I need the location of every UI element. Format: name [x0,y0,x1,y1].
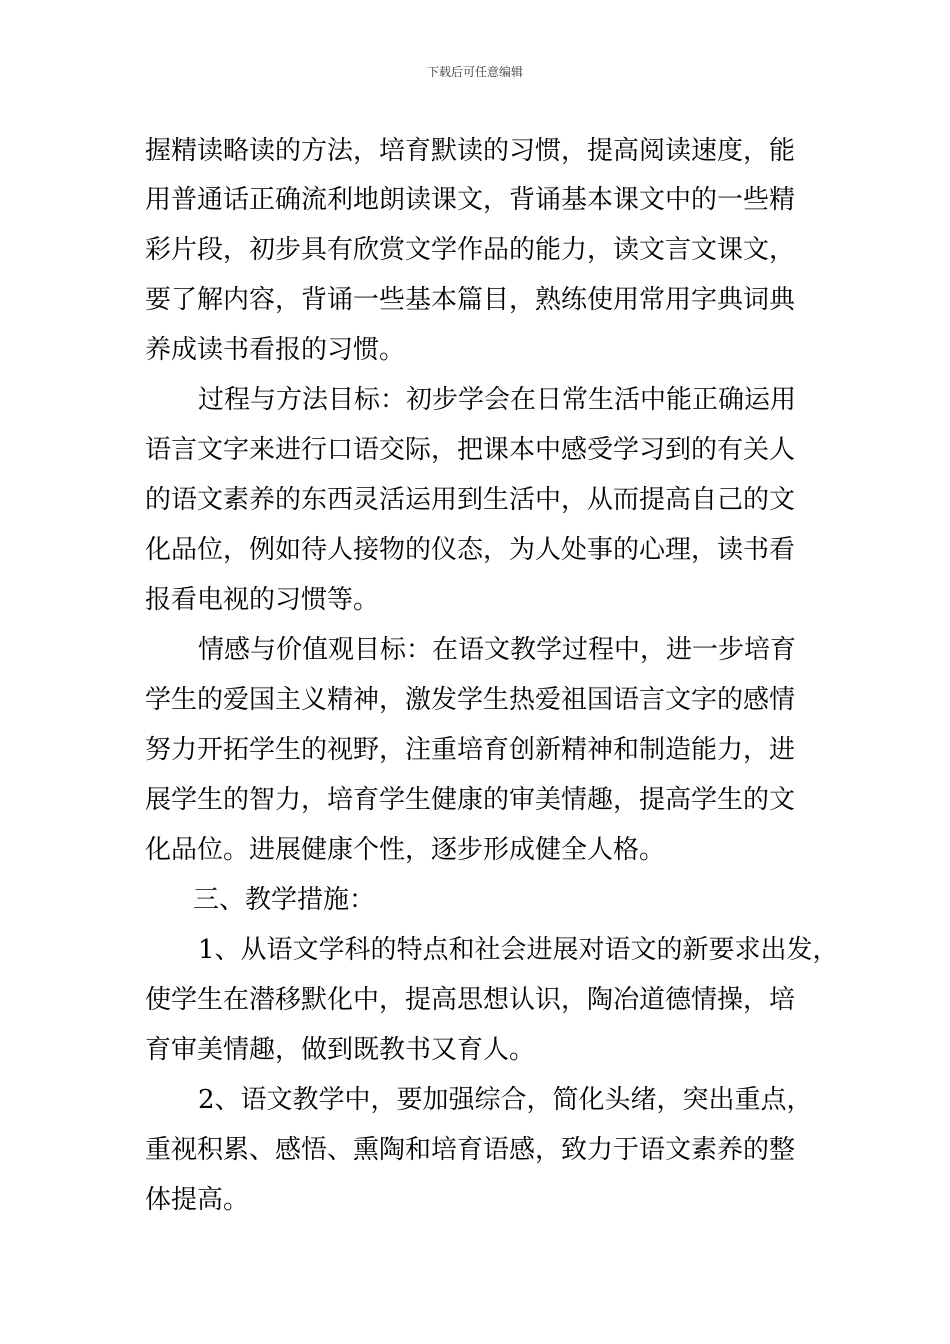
text-line: 养成读书看报的习惯。 [145,335,406,365]
paragraph-first-line: 情感与价值观目标：在语文教学过程中，进一步培育 [198,635,797,665]
text-line: 报看电视的习惯等。 [145,585,380,615]
paragraph-first-line: 过程与方法目标：初步学会在日常生活中能正确运用 [198,385,797,415]
text-line: 用普通话正确流利地朗读课文，背诵基本课文中的一些精 [145,185,796,215]
text-line: 化品位。进展健康个性，逐步形成健全人格。 [145,835,666,865]
text-line: 学生的爱国主义精神，激发学生热爱祖国语言文字的感情 [145,685,796,715]
section-heading: 三、教学措施： [193,885,376,915]
text-line: 握精读略读的方法，培育默读的习惯，提高阅读速度，能 [145,136,796,166]
text-line: 要了解内容，背诵一些基本篇目，熟练使用常用字典词典 [145,285,796,315]
text-line: 重视积累、感悟、熏陶和培育语感，致力于语文素养的整 [145,1135,796,1165]
text-line: 体提高。 [145,1185,250,1215]
paragraph-first-line: 1、从语文学科的特点和社会进展对语文的新要求出发， [198,935,839,965]
text-line: 育审美情趣，做到既教书又育人。 [145,1035,536,1065]
text-line: 化品位，例如待人接物的仪态，为人处事的心理，读书看 [145,535,796,565]
text-line: 努力开拓学生的视野，注重培育创新精神和制造能力，进 [145,735,796,765]
text-line: 语言文字来进行口语交际，把课本中感受学习到的有关人 [145,435,796,465]
text-line: 使学生在潜移默化中，提高思想认识，陶冶道德情操，培 [145,985,796,1015]
text-line: 的语文素养的东西灵活运用到生活中，从而提高自己的文 [145,485,796,515]
text-line: 彩片段，初步具有欣赏文学作品的能力，读文言文课文， [145,235,796,265]
paragraph-first-line: 2、语文教学中，要加强综合，简化头绪，突出重点， [198,1085,813,1115]
text-line: 展学生的智力，培育学生健康的审美情趣，提高学生的文 [145,785,796,815]
page-header-note: 下载后可任意编辑 [426,65,523,79]
